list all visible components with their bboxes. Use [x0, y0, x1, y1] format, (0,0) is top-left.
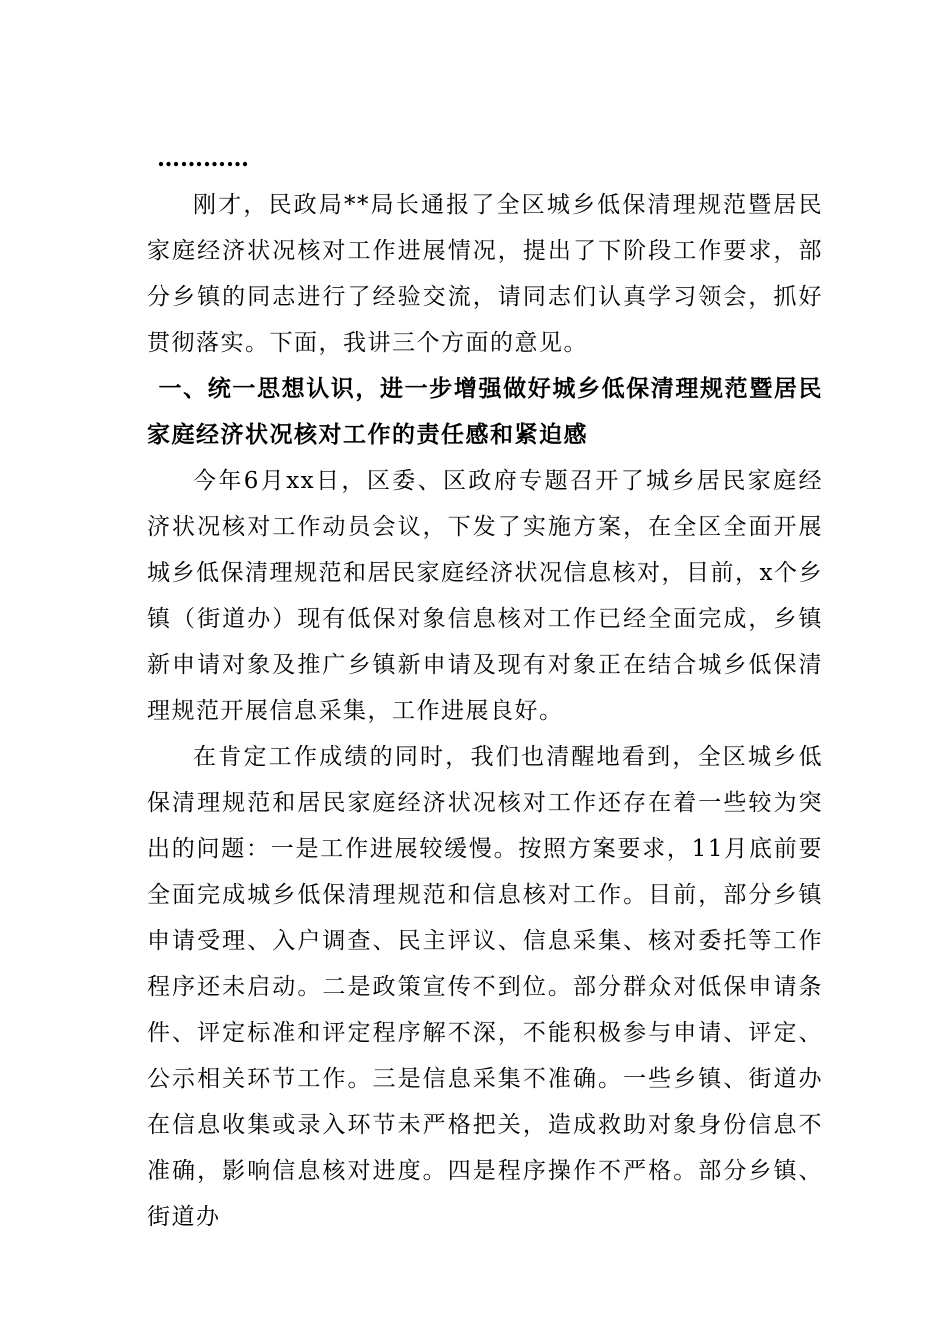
document-body [147, 136, 823, 1240]
progress-paragraph: 今年6月xx日，区委、区政府专题召开了城乡居民家庭经济状况核对工作动员会议，下发了实施方案，在全区全面开展城乡低保清理规范和居民家庭经济状况信息核对，目前，x个乡镇（街道办）现有低保对象信息核对工作已经全面完成，乡镇新申请对象及推广乡镇新申请及现有对象正在结合城乡低保清理规范开展信息采集，工作进展良好。 [147, 468, 823, 724]
opening-paragraph: 刚才，民政局**局长通报了全区城乡低保清理规范暨居民家庭经济状况核对工作进展情况，提出了下阶段工作要求，部分乡镇的同志进行了经验交流，请同志们认真学习领会，抓好贯彻落实。下面，我讲三个方面的意见。 [147, 192, 823, 356]
ellipsis-line: ………… [157, 145, 249, 172]
section-heading-1: 一、统一思想认识，进一步增强做好城乡低保清理规范暨居民家庭经济状况核对工作的责任感和紧迫感 [147, 376, 823, 448]
problems-paragraph: 在肯定工作成绩的同时，我们也清醒地看到，全区城乡低保清理规范和居民家庭经济状况核对工作还存在着一些较为突出的问题：一是工作进展较缓慢。按照方案要求，11月底前要全面完成城乡低保清理规范和信息核对工作。目前，部分乡镇申请受理、入户调查、民主评议、信息采集、核对委托等工作程序还未启动。二是政策宣传不到位。部分群众对低保申请条件、评定标准和评定程序解不深，不能积极参与申请、评定、公示相关环节工作。三是信息采集不准确。一些乡镇、街道办在信息收集或录入环节未严格把关，造成救助对象身份信息不准确，影响信息核对进度。四是程序操作不严格。部分乡镇、街道办 [147, 744, 823, 1230]
